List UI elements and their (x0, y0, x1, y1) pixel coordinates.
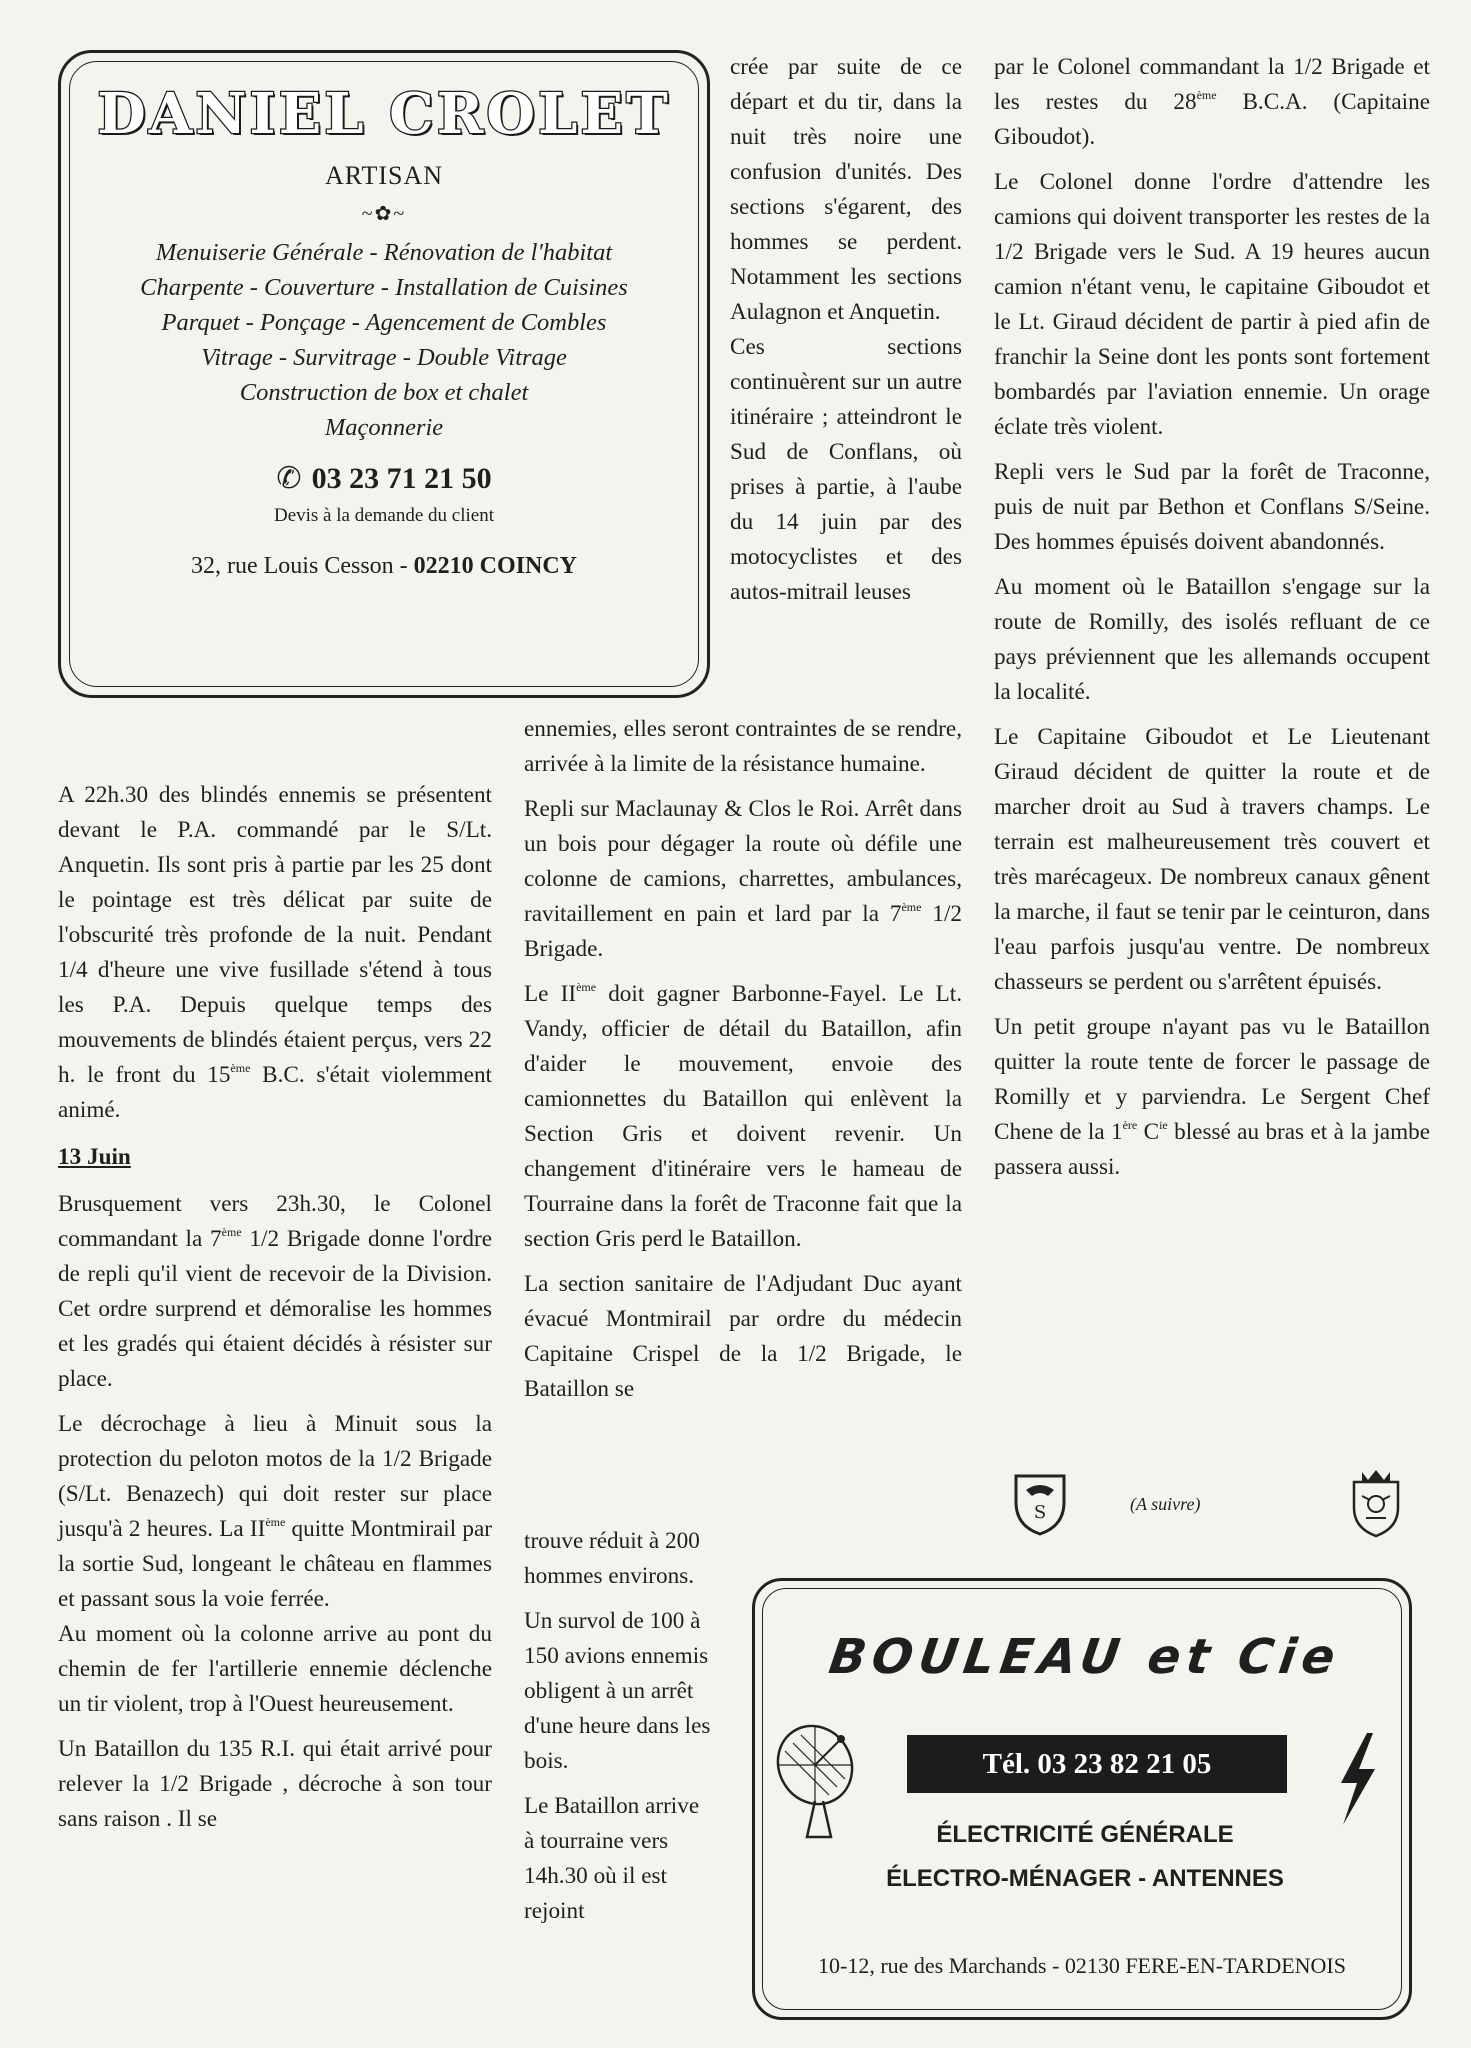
text-run: Repli sur Maclaunay & Clos le Roi. Arrêt dans un bois pour dégager la route où défile une colonne de camions, charrettes, ambulances, ravitaillement en pain et lard par la 7 (524, 796, 962, 927)
phone-icon: ✆ (276, 462, 302, 495)
paragraph: Ces sections continuèrent sur un autre itinéraire ; atteindront le Sud de Conflans, où prises à partie, à l'aube du 14 juin par des motocyclistes et des autos-mitrail leuses (730, 334, 962, 605)
text-run: 1/2 Brigade donne l'ordre de repli qu'il vient de recevoir de la Division. Cet ordre surprend et démoralise les hommes et les gradés qui étaient décidés à résister sur place. (58, 1226, 493, 1392)
crolet-address (61, 553, 707, 580)
text-run: Un petit groupe n'ayant pas vu le Bataillon quitter la route tente de forcer le passage de Romilly et y parviendra. Le Sergent Chef Chene de la 1 (994, 1014, 1430, 1145)
text-run: B.C. s'était violemment animé. (58, 1062, 493, 1123)
text-run: Brusquement vers 23h.30, le Colonel commandant la 7 (58, 1191, 492, 1252)
ornament-icon: ~✿~ (361, 203, 407, 225)
heraldic-crest-icon (1344, 1466, 1408, 1543)
crolet-advert (58, 50, 710, 698)
superscript: ème (265, 1515, 286, 1530)
crolet-phone (61, 461, 707, 496)
bouleau-phone-banner: Tél. 03 23 82 21 05 (907, 1735, 1287, 1793)
text-run: Le décrochage à lieu à Minuit sous la protection du peloton motos de la 1/2 Brigade (S/Lt. Benazech) qui doit rester sur place jusqu'à 2 heures. La II (58, 1411, 492, 1542)
superscript: ème (221, 1225, 242, 1240)
lightning-bolt-icon (1331, 1731, 1381, 1832)
superscript: ème (230, 1061, 251, 1076)
crolet-phone-number: 03 23 71 21 50 (311, 462, 492, 495)
paragraph: Le Colonel donne l'ordre d'attendre les camions qui doivent transporter les restes de la 1/2 Brigade vers le Sud. A 19 heures aucun camion n'étant venu, le capitaine Giboudot et le Lt. Giraud décident de partir à pied afin de franchir la Seine dont les ponts sont fortement bombardés par l'aviation ennemie. Un orage éclate très violent. (994, 169, 1430, 440)
paragraph (58, 778, 492, 1128)
crolet-address-street: 32, rue Louis Cesson - (191, 553, 414, 579)
crolet-service-item: Menuiserie Générale - Rénovation de l'habitat (155, 239, 613, 266)
crolet-service-item: Parquet - Ponçage - Agencement de Combles (161, 309, 607, 336)
crolet-subtitle: ARTISAN (324, 161, 444, 190)
paragraph (524, 792, 962, 967)
paragraph: La section sanitaire de l'Adjudant Duc ayant évacué Montmirail par ordre du médecin Capitaine Crispel de la 1/2 Brigade, le Bataillon se (524, 1271, 962, 1402)
paragraph: trouve réduit à 200 hommes environs. (524, 1528, 700, 1589)
bouleau-activity-2: ÉLECTRO-MÉNAGER - ANTENNES (886, 1865, 1284, 1892)
crolet-address-city: 02210 COINCY (413, 553, 577, 579)
crolet-service-item: Vitrage - Survitrage - Double Vitrage (201, 344, 567, 371)
article-column-2 (524, 712, 962, 1407)
section-heading: 13 Juin (58, 1144, 131, 1170)
superscript: ème (901, 900, 922, 915)
crolet-services-list (81, 235, 687, 445)
paragraph (994, 50, 1430, 155)
bouleau-activity-1: ÉLECTRICITÉ GÉNÉRALE (936, 1821, 1234, 1848)
paragraph: Au moment où la colonne arrive au pont du chemin de fer l'artillerie ennemie déclenche un tir violent, trop à l'Ouest heureusement. (58, 1621, 492, 1717)
article-column-2-top (730, 50, 962, 610)
paragraph (994, 1010, 1430, 1185)
superscript: ère (1122, 1118, 1138, 1133)
text-run: C (1137, 1119, 1160, 1145)
bouleau-business-name: BOULEAU et Cie (825, 1629, 1345, 1685)
superscript: ème (576, 980, 597, 995)
paragraph: Le Bataillon arrive à tourraine vers 14h.30 où il est rejoint (524, 1793, 700, 1924)
superscript: ème (1196, 88, 1217, 103)
superscript: ie (1159, 1118, 1168, 1133)
paragraph: Un survol de 100 à 150 avions ennemis obligent à un arrêt d'une heure dans les bois. (524, 1608, 711, 1774)
text-run: B.C.A. (Capitaine Giboudot). (994, 89, 1430, 150)
bouleau-address: 10-12, rue des Marchands - 02130 FERE-EN-TARDENOIS (818, 1953, 1346, 1978)
text-run: doit gagner Barbonne-Fayel. Le Lt. Vandy, officier de détail du Bataillon, afin d'aider le mouvement, envoie des camionnettes du Bataillon qui enlèvent la Section Gris et doivent revenir. Un changement d'itinéraire vers le hameau de Tourraine dans la forêt de Traconne fait que la section Gris perd le Bataillon. (524, 981, 963, 1252)
article-column-2-bottom (524, 1524, 712, 1939)
crolet-service-item: Maçonnerie (324, 414, 444, 441)
paragraph: ennemies, elles seront contraintes de se rendre, arrivée à la limite de la résistance humaine. (524, 716, 962, 777)
paragraph (58, 1187, 492, 1397)
paragraph: Le Capitaine Giboudot et Le Lieutenant Giraud décident de quitter la route et de marcher droit au Sud à travers champs. Le terrain est malheureusement très couvert et très marécageux. De nombreux canaux gênent la marche, il faut se tenir par le ceinturon, dans l'eau parfois jusqu'au ventre. De nombreux chasseurs se perdent ou s'arrêtent épuisés. (994, 724, 1430, 995)
paragraph: crée par suite de ce départ et du tir, dans la nuit très noire une confusion d'unités. Des sections s'égarent, des hommes se perdent. Notamment les sections Aulagnon et Anquetin. (730, 54, 962, 325)
crolet-business-name: DANIEL CROLET (97, 81, 671, 147)
text-run: quitte Montmirail par la sortie Sud, longeant le château en flammes et passant sous la voie ferrée. (58, 1516, 492, 1612)
paragraph (58, 1407, 492, 1617)
bouleau-advert (752, 1578, 1412, 2020)
paragraph (524, 977, 962, 1257)
crolet-service-item: Construction de box et chalet (239, 379, 529, 406)
article-column-3 (994, 50, 1430, 1195)
crolet-devis: Devis à la demande du client (273, 505, 494, 526)
to-be-continued: (A suivre) (1130, 1494, 1201, 1514)
svg-text:S: S (1033, 1502, 1047, 1523)
text-run: A 22h.30 des blindés ennemis se présentent devant le P.A. commandé par le S/Lt. Anquetin. Ils sont pris à partie par les 25 dont le pointage est très délicat par suite de l'obscurité très profonde de la nuit. Pendant 1/4 d'heure une vive fusillade s'étend à tous les P.A. Depuis quelque temps des mouvements de blindés étaient perçus, vers 22 h. le front du 15 (58, 782, 492, 1088)
paragraph: Au moment où le Bataillon s'engage sur la route de Romilly, des isolés refluant de ce pays préviennent que les allemands occupent la localité. (994, 574, 1430, 705)
regiment-shield-icon (1012, 1472, 1068, 1543)
article-column-1 (58, 778, 492, 1847)
text-run: par le Colonel commandant la 1/2 Brigade et les restes du 28 (994, 54, 1430, 115)
paragraph: Repli vers le Sud par la forêt de Traconne, puis de nuit par Bethon et Conflans S/Seine. Des hommes épuisés doivent abandonnés. (994, 459, 1430, 555)
paragraph: Un Bataillon du 135 R.I. qui était arrivé pour relever la 1/2 Brigade , décroche à son tour sans raison . Il se (58, 1736, 492, 1832)
text-run: Le II (524, 981, 577, 1007)
crolet-service-item: Charpente - Couverture - Installation de Cuisines (140, 274, 628, 301)
text-run: 1/2 Brigade. (524, 901, 962, 962)
text-run: blessé au bras et à la jambe passera aussi. (994, 1119, 1430, 1180)
